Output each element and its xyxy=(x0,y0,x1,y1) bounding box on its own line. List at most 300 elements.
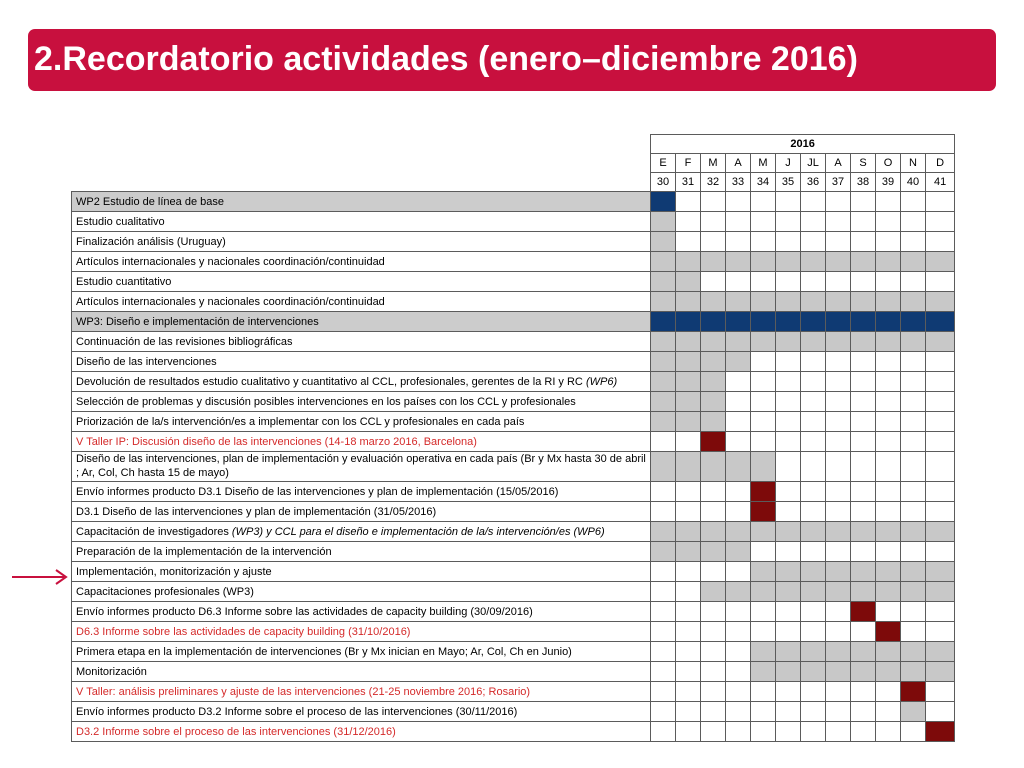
timeline-cell xyxy=(801,252,826,272)
timeline-cell xyxy=(801,622,826,642)
month-header: M xyxy=(751,154,776,173)
timeline-cell xyxy=(776,192,801,212)
timeline-cell xyxy=(851,432,876,452)
timeline-cell xyxy=(726,352,751,372)
timeline-cell xyxy=(926,602,955,622)
timeline-cell xyxy=(726,722,751,742)
timeline-cell xyxy=(851,682,876,702)
timeline-cell xyxy=(901,312,926,332)
timeline-cell xyxy=(826,212,851,232)
timeline-cell xyxy=(876,662,901,682)
timeline-cell xyxy=(651,502,676,522)
task-label: Implementación, monitorización y ajuste xyxy=(72,562,651,582)
timeline-cell xyxy=(826,642,851,662)
timeline-cell xyxy=(676,702,701,722)
timeline-cell xyxy=(751,312,776,332)
timeline-cell xyxy=(776,482,801,502)
gantt-row xyxy=(72,292,955,312)
task-label: Preparación de la implementación de la intervención xyxy=(72,542,651,562)
timeline-cell xyxy=(651,642,676,662)
timeline-cell xyxy=(726,522,751,542)
timeline-cell xyxy=(801,192,826,212)
timeline-cell xyxy=(651,662,676,682)
timeline-cell xyxy=(926,622,955,642)
timeline-cell xyxy=(701,412,726,432)
timeline-cell xyxy=(776,252,801,272)
timeline-cell xyxy=(751,392,776,412)
timeline-cell xyxy=(926,232,955,252)
timeline-cell xyxy=(926,292,955,312)
timeline-cell xyxy=(776,212,801,232)
gantt-row xyxy=(72,562,955,582)
timeline-cell xyxy=(676,312,701,332)
timeline-cell xyxy=(676,452,701,482)
header-spacer xyxy=(72,135,651,154)
timeline-cell xyxy=(676,332,701,352)
timeline-cell xyxy=(701,542,726,562)
timeline-cell xyxy=(876,702,901,722)
timeline-cell xyxy=(651,482,676,502)
week-header: 41 xyxy=(926,173,955,192)
gantt-row xyxy=(72,522,955,542)
timeline-cell xyxy=(776,412,801,432)
timeline-cell xyxy=(751,542,776,562)
timeline-cell xyxy=(651,602,676,622)
timeline-cell xyxy=(876,602,901,622)
timeline-cell xyxy=(776,682,801,702)
timeline-cell xyxy=(826,352,851,372)
timeline-cell xyxy=(751,662,776,682)
timeline-cell xyxy=(676,252,701,272)
timeline-cell xyxy=(651,452,676,482)
month-header: D xyxy=(926,154,955,173)
timeline-cell xyxy=(776,522,801,542)
timeline-cell xyxy=(801,702,826,722)
timeline-cell xyxy=(826,252,851,272)
timeline-cell xyxy=(776,232,801,252)
timeline-cell xyxy=(876,212,901,232)
timeline-cell xyxy=(851,582,876,602)
timeline-cell xyxy=(876,192,901,212)
timeline-cell xyxy=(801,482,826,502)
timeline-cell xyxy=(801,522,826,542)
timeline-cell xyxy=(751,192,776,212)
timeline-cell xyxy=(726,482,751,502)
timeline-cell xyxy=(726,452,751,482)
month-header: O xyxy=(876,154,901,173)
timeline-cell xyxy=(701,332,726,352)
timeline-cell xyxy=(751,372,776,392)
timeline-cell xyxy=(726,682,751,702)
task-label: D3.1 Diseño de las intervenciones y plan de implementación (31/05/2016) xyxy=(72,502,651,522)
timeline-cell xyxy=(926,312,955,332)
timeline-cell xyxy=(751,232,776,252)
task-label: Envío informes producto D3.1 Diseño de las intervenciones y plan de implementación (15/05/2016) xyxy=(72,482,651,502)
timeline-cell xyxy=(901,662,926,682)
timeline-cell xyxy=(876,582,901,602)
timeline-cell xyxy=(651,232,676,252)
gantt-row xyxy=(72,722,955,742)
timeline-cell xyxy=(776,272,801,292)
task-label: Capacitaciones profesionales (WP3) xyxy=(72,582,651,602)
task-label: Estudio cuantitativo xyxy=(72,272,651,292)
timeline-cell xyxy=(851,642,876,662)
task-suffix: (WP6) xyxy=(582,375,618,388)
timeline-cell xyxy=(726,662,751,682)
month-header: S xyxy=(851,154,876,173)
timeline-cell xyxy=(751,432,776,452)
timeline-cell xyxy=(676,212,701,232)
gantt-row xyxy=(72,252,955,272)
timeline-cell xyxy=(851,622,876,642)
timeline-cell xyxy=(926,582,955,602)
timeline-cell xyxy=(876,352,901,372)
timeline-cell xyxy=(801,272,826,292)
timeline-cell xyxy=(676,602,701,622)
timeline-cell xyxy=(801,452,826,482)
week-header: 32 xyxy=(701,173,726,192)
timeline-cell xyxy=(851,412,876,432)
timeline-cell xyxy=(901,642,926,662)
task-label: Priorización de la/s intervención/es a implementar con los CCL y profesionales en cada país xyxy=(72,412,651,432)
timeline-cell xyxy=(851,332,876,352)
month-header: F xyxy=(676,154,701,173)
timeline-cell xyxy=(726,292,751,312)
timeline-cell xyxy=(901,582,926,602)
timeline-cell xyxy=(701,482,726,502)
timeline-cell xyxy=(826,292,851,312)
timeline-cell xyxy=(801,582,826,602)
timeline-cell xyxy=(676,662,701,682)
timeline-cell xyxy=(801,502,826,522)
timeline-cell xyxy=(851,272,876,292)
timeline-cell xyxy=(926,722,955,742)
timeline-cell xyxy=(901,332,926,352)
month-header: J xyxy=(776,154,801,173)
timeline-cell xyxy=(751,452,776,482)
timeline-cell xyxy=(701,352,726,372)
timeline-cell xyxy=(901,622,926,642)
timeline-cell xyxy=(851,562,876,582)
timeline-cell xyxy=(901,482,926,502)
timeline-cell xyxy=(701,252,726,272)
timeline-cell xyxy=(751,272,776,292)
timeline-cell xyxy=(676,352,701,372)
gantt-table xyxy=(71,134,955,742)
timeline-cell xyxy=(651,272,676,292)
slide-title: 2.Recordatorio actividades (enero–diciembre 2016) xyxy=(34,40,858,78)
timeline-cell xyxy=(701,232,726,252)
timeline-cell xyxy=(876,562,901,582)
timeline-cell xyxy=(826,602,851,622)
timeline-cell xyxy=(901,522,926,542)
timeline-cell xyxy=(651,682,676,702)
task-label: Capacitación de investigadores (WP3) y CCL para el diseño e implementación de la/s intervención/es (WP6) xyxy=(72,522,651,542)
week-header: 34 xyxy=(751,173,776,192)
timeline-cell xyxy=(701,372,726,392)
timeline-cell xyxy=(776,642,801,662)
timeline-cell xyxy=(876,272,901,292)
timeline-cell xyxy=(676,722,701,742)
timeline-cell xyxy=(701,582,726,602)
timeline-cell xyxy=(776,542,801,562)
timeline-cell xyxy=(826,622,851,642)
timeline-cell xyxy=(676,412,701,432)
timeline-cell xyxy=(701,292,726,312)
timeline-cell xyxy=(751,602,776,622)
timeline-cell xyxy=(676,192,701,212)
timeline-cell xyxy=(726,582,751,602)
timeline-cell xyxy=(901,602,926,622)
timeline-cell xyxy=(901,722,926,742)
timeline-cell xyxy=(701,702,726,722)
timeline-cell xyxy=(876,332,901,352)
timeline-cell xyxy=(726,702,751,722)
timeline-cell xyxy=(676,232,701,252)
timeline-cell xyxy=(826,502,851,522)
timeline-cell xyxy=(651,432,676,452)
timeline-cell xyxy=(826,392,851,412)
timeline-cell xyxy=(851,452,876,482)
task-label: Monitorización xyxy=(72,662,651,682)
timeline-cell xyxy=(651,542,676,562)
timeline-cell xyxy=(926,432,955,452)
timeline-cell xyxy=(651,522,676,542)
year-header: 2016 xyxy=(651,135,955,154)
timeline-cell xyxy=(926,452,955,482)
timeline-cell xyxy=(701,642,726,662)
timeline-cell xyxy=(926,562,955,582)
gantt-row xyxy=(72,452,955,482)
timeline-cell xyxy=(701,602,726,622)
timeline-cell xyxy=(701,522,726,542)
timeline-cell xyxy=(926,642,955,662)
timeline-cell xyxy=(826,542,851,562)
timeline-cell xyxy=(851,212,876,232)
timeline-cell xyxy=(826,332,851,352)
timeline-cell xyxy=(651,292,676,312)
gantt-row xyxy=(72,212,955,232)
slide-title-bar xyxy=(28,29,996,91)
timeline-cell xyxy=(826,582,851,602)
timeline-cell xyxy=(701,562,726,582)
timeline-cell xyxy=(676,272,701,292)
timeline-cell xyxy=(701,682,726,702)
timeline-cell xyxy=(776,722,801,742)
timeline-cell xyxy=(801,232,826,252)
timeline-cell xyxy=(701,212,726,232)
timeline-cell xyxy=(751,702,776,722)
timeline-cell xyxy=(676,482,701,502)
timeline-cell xyxy=(926,212,955,232)
task-label: V Taller: análisis preliminares y ajuste de las intervenciones (21-25 noviembre 2016; Rosario) xyxy=(72,682,651,702)
timeline-cell xyxy=(676,542,701,562)
timeline-cell xyxy=(726,502,751,522)
timeline-cell xyxy=(651,562,676,582)
timeline-cell xyxy=(776,622,801,642)
gantt-row xyxy=(72,192,955,212)
timeline-cell xyxy=(926,702,955,722)
timeline-cell xyxy=(801,412,826,432)
timeline-cell xyxy=(801,642,826,662)
timeline-cell xyxy=(826,482,851,502)
timeline-cell xyxy=(751,482,776,502)
task-label: Artículos internacionales y nacionales coordinación/continuidad xyxy=(72,292,651,312)
timeline-cell xyxy=(826,312,851,332)
timeline-cell xyxy=(876,522,901,542)
timeline-cell xyxy=(851,602,876,622)
task-label: Selección de problemas y discusión posibles intervenciones en los países con los CCL y profesionales xyxy=(72,392,651,412)
timeline-cell xyxy=(876,642,901,662)
timeline-cell xyxy=(726,312,751,332)
timeline-cell xyxy=(826,702,851,722)
timeline-cell xyxy=(851,192,876,212)
gantt-row xyxy=(72,662,955,682)
month-header: N xyxy=(901,154,926,173)
month-header: A xyxy=(726,154,751,173)
timeline-cell xyxy=(676,622,701,642)
timeline-cell xyxy=(876,432,901,452)
timeline-cell xyxy=(876,682,901,702)
timeline-cell xyxy=(926,502,955,522)
timeline-cell xyxy=(726,332,751,352)
timeline-cell xyxy=(751,212,776,232)
header-spacer xyxy=(72,173,651,192)
gantt-row xyxy=(72,392,955,412)
task-label: Estudio cualitativo xyxy=(72,212,651,232)
timeline-cell xyxy=(901,562,926,582)
timeline-cell xyxy=(876,232,901,252)
task-label: Diseño de las intervenciones, plan de implementación y evaluación operativa en cada país (Br y Mx hasta 30 de abril ; Ar, Col, Ch hasta 15 de mayo) xyxy=(72,452,651,482)
task-label: Finalización análisis (Uruguay) xyxy=(72,232,651,252)
timeline-cell xyxy=(751,522,776,542)
timeline-cell xyxy=(751,682,776,702)
timeline-cell xyxy=(726,542,751,562)
timeline-cell xyxy=(826,662,851,682)
timeline-cell xyxy=(801,542,826,562)
timeline-cell xyxy=(801,332,826,352)
timeline-cell xyxy=(801,292,826,312)
timeline-cell xyxy=(876,502,901,522)
timeline-cell xyxy=(801,562,826,582)
timeline-cell xyxy=(701,432,726,452)
timeline-cell xyxy=(676,642,701,662)
timeline-cell xyxy=(926,352,955,372)
timeline-cell xyxy=(776,352,801,372)
timeline-cell xyxy=(776,372,801,392)
timeline-cell xyxy=(826,232,851,252)
timeline-cell xyxy=(851,312,876,332)
timeline-cell xyxy=(901,292,926,312)
timeline-cell xyxy=(651,392,676,412)
timeline-cell xyxy=(676,502,701,522)
timeline-cell xyxy=(801,352,826,372)
timeline-cell xyxy=(826,682,851,702)
timeline-cell xyxy=(876,542,901,562)
timeline-cell xyxy=(676,372,701,392)
timeline-cell xyxy=(701,392,726,412)
timeline-cell xyxy=(826,722,851,742)
timeline-cell xyxy=(926,252,955,272)
timeline-cell xyxy=(776,312,801,332)
timeline-cell xyxy=(876,722,901,742)
timeline-cell xyxy=(851,722,876,742)
timeline-cell xyxy=(776,662,801,682)
timeline-cell xyxy=(776,602,801,622)
timeline-cell xyxy=(676,522,701,542)
timeline-cell xyxy=(701,722,726,742)
week-header: 38 xyxy=(851,173,876,192)
task-label: Devolución de resultados estudio cualitativo y cuantitativo al CCL, profesionales, gerentes de la RI y RC (WP6) xyxy=(72,372,651,392)
timeline-cell xyxy=(651,252,676,272)
timeline-cell xyxy=(751,412,776,432)
gantt-row xyxy=(72,372,955,392)
timeline-cell xyxy=(801,312,826,332)
gantt-row xyxy=(72,702,955,722)
timeline-cell xyxy=(801,682,826,702)
week-header: 30 xyxy=(651,173,676,192)
timeline-cell xyxy=(801,212,826,232)
timeline-cell xyxy=(751,292,776,312)
timeline-cell xyxy=(926,392,955,412)
timeline-cell xyxy=(726,372,751,392)
timeline-cell xyxy=(901,272,926,292)
timeline-cell xyxy=(701,192,726,212)
timeline-cell xyxy=(751,642,776,662)
timeline-cell xyxy=(876,622,901,642)
timeline-cell xyxy=(851,542,876,562)
timeline-cell xyxy=(751,352,776,372)
gantt-row xyxy=(72,412,955,432)
timeline-cell xyxy=(726,642,751,662)
week-header: 39 xyxy=(876,173,901,192)
timeline-cell xyxy=(651,622,676,642)
gantt-row xyxy=(72,482,955,502)
timeline-cell xyxy=(651,212,676,232)
timeline-cell xyxy=(676,562,701,582)
timeline-cell xyxy=(851,232,876,252)
timeline-cell xyxy=(851,292,876,312)
timeline-cell xyxy=(901,502,926,522)
timeline-cell xyxy=(776,452,801,482)
timeline-cell xyxy=(901,452,926,482)
timeline-cell xyxy=(676,292,701,312)
timeline-cell xyxy=(876,292,901,312)
gantt-row xyxy=(72,272,955,292)
week-header: 35 xyxy=(776,173,801,192)
timeline-cell xyxy=(926,272,955,292)
gantt-row xyxy=(72,352,955,372)
gantt-row xyxy=(72,432,955,452)
month-header: M xyxy=(701,154,726,173)
timeline-cell xyxy=(776,702,801,722)
timeline-cell xyxy=(776,562,801,582)
timeline-cell xyxy=(826,562,851,582)
week-header: 31 xyxy=(676,173,701,192)
timeline-cell xyxy=(801,432,826,452)
timeline-cell xyxy=(701,502,726,522)
timeline-cell xyxy=(901,392,926,412)
task-suffix: (WP3) y CCL para el diseño e implementación de la/s intervención/es (WP6) xyxy=(228,525,605,538)
timeline-cell xyxy=(926,662,955,682)
timeline-cell xyxy=(726,212,751,232)
timeline-cell xyxy=(901,212,926,232)
timeline-cell xyxy=(926,412,955,432)
timeline-cell xyxy=(826,272,851,292)
gantt-row xyxy=(72,602,955,622)
timeline-cell xyxy=(876,392,901,412)
timeline-cell xyxy=(751,332,776,352)
